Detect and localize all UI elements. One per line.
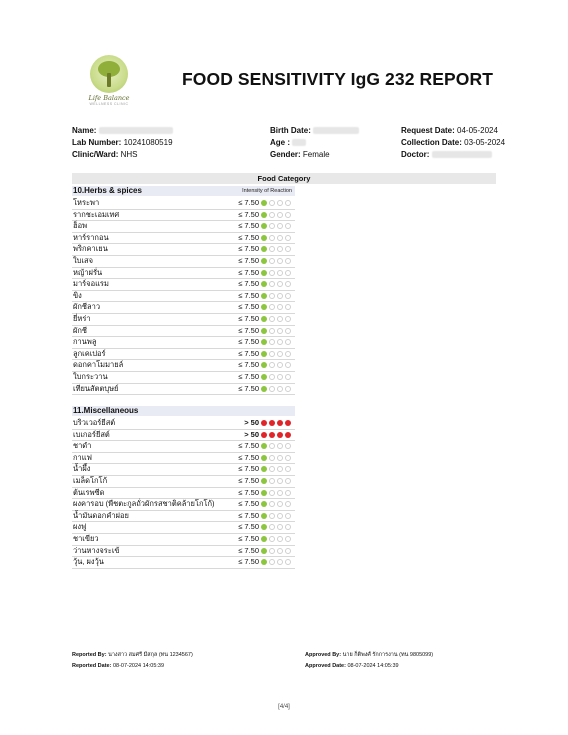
reaction-value: ≤ 7.50 [238, 545, 259, 555]
reaction-value: > 50 [244, 418, 259, 427]
green-dot-icon [261, 466, 267, 472]
empty-dot-icon [285, 281, 291, 287]
reaction-value: ≤ 7.50 [238, 510, 259, 520]
lab-number-label: Lab Number: [72, 138, 122, 147]
reported-by-label: Reported By: [72, 652, 107, 658]
food-name: มาร์จอแรม [73, 279, 109, 289]
empty-dot-icon [277, 362, 283, 368]
name-redacted [99, 127, 173, 134]
green-dot-icon [261, 501, 267, 507]
approved-date-value: 08-07-2024 14:05:39 [347, 663, 399, 669]
food-name: ผงคารอบ (พืชตะกูลถั่วผักรสชาติคล้ายโกโก้) [73, 499, 215, 509]
green-dot-icon [261, 455, 267, 461]
intensity-dots [261, 200, 291, 206]
section-title: 11.Miscellaneous [73, 406, 139, 415]
table-row [72, 383, 295, 396]
food-name: พริกคาเยน [73, 244, 108, 254]
reaction-value: ≤ 7.50 [238, 279, 259, 289]
green-dot-icon [261, 339, 267, 345]
empty-dot-icon [269, 212, 275, 218]
empty-dot-icon [285, 351, 291, 357]
empty-dot-icon [285, 524, 291, 530]
reaction-value: ≤ 7.50 [238, 337, 259, 347]
empty-dot-icon [277, 258, 283, 264]
food-name: ฮ็อพ [73, 221, 88, 231]
intensity-dots [261, 466, 291, 472]
intensity-dots [261, 223, 291, 229]
food-name: น้ำผึ้ง [73, 464, 91, 474]
reaction-value: ≤ 7.50 [238, 314, 259, 323]
green-dot-icon [261, 270, 267, 276]
section-header-misc [72, 406, 295, 416]
empty-dot-icon [285, 513, 291, 519]
reaction-value: ≤ 7.50 [238, 383, 259, 393]
empty-dot-icon [269, 536, 275, 542]
red-dot-icon [285, 420, 291, 426]
empty-dot-icon [277, 548, 283, 554]
food-name: เบเกอร์ยีสต์ [73, 429, 110, 439]
reaction-value: ≤ 7.50 [238, 452, 259, 462]
gender-label: Gender: [270, 150, 301, 159]
food-name: บริวเวอร์ยีสต์ [73, 418, 116, 427]
reaction-value: ≤ 7.50 [238, 372, 259, 381]
empty-dot-icon [269, 328, 275, 334]
food-name: ใบเสจ [73, 256, 93, 265]
empty-dot-icon [285, 536, 291, 542]
food-name: ขิง [73, 290, 82, 300]
tree-icon [90, 55, 128, 93]
food-name: วุ้น, ผงวุ้น [73, 557, 104, 567]
food-name: ชาเขียว [73, 534, 99, 543]
reaction-value: ≤ 7.50 [238, 499, 259, 509]
empty-dot-icon [269, 548, 275, 554]
empty-dot-icon [285, 200, 291, 206]
intensity-dots [261, 455, 291, 461]
empty-dot-icon [269, 270, 275, 276]
intensity-label: Intensity of Reaction [242, 188, 292, 194]
empty-dot-icon [269, 200, 275, 206]
birth-date-label: Birth Date: [270, 126, 311, 135]
empty-dot-icon [277, 351, 283, 357]
green-dot-icon [261, 362, 267, 368]
intensity-dots [261, 513, 291, 519]
green-dot-icon [261, 351, 267, 357]
empty-dot-icon [269, 501, 275, 507]
age-redacted [292, 139, 306, 146]
reaction-value: ≤ 7.50 [238, 360, 259, 370]
clinic-value: NHS [120, 150, 138, 159]
green-dot-icon [261, 374, 267, 380]
empty-dot-icon [285, 258, 291, 264]
empty-dot-icon [277, 339, 283, 345]
lab-number-value: 10241080519 [123, 138, 173, 147]
food-name: กาแฟ [73, 452, 92, 462]
request-date-label: Request Date: [401, 126, 455, 135]
footer-approved [305, 650, 433, 672]
empty-dot-icon [285, 478, 291, 484]
reaction-value: ≤ 7.50 [238, 290, 259, 300]
intensity-dots [261, 478, 291, 484]
reported-date-label: Reported Date: [72, 663, 112, 669]
empty-dot-icon [285, 339, 291, 345]
empty-dot-icon [277, 513, 283, 519]
empty-dot-icon [285, 490, 291, 496]
empty-dot-icon [277, 212, 283, 218]
footer-reported [72, 650, 193, 672]
intensity-dots [261, 548, 291, 554]
green-dot-icon [261, 478, 267, 484]
patient-info-col2 [270, 125, 359, 161]
intensity-dots [261, 524, 291, 530]
green-dot-icon [261, 513, 267, 519]
empty-dot-icon [269, 281, 275, 287]
reaction-value: ≤ 7.50 [238, 534, 259, 543]
empty-dot-icon [285, 223, 291, 229]
food-name: รากชะเอมเทศ [73, 209, 120, 219]
empty-dot-icon [285, 501, 291, 507]
food-name: หญ้าฝรั่น [73, 267, 103, 277]
empty-dot-icon [285, 235, 291, 241]
logo-sub: WELLNESS CLINIC [89, 102, 129, 106]
logo-name: Life Balance [88, 94, 130, 102]
request-date-value: 04-05-2024 [457, 126, 498, 135]
empty-dot-icon [269, 374, 275, 380]
doctor-label: Doctor: [401, 150, 430, 159]
clinic-label: Clinic/Ward: [72, 150, 119, 159]
empty-dot-icon [277, 328, 283, 334]
name-label: Name: [72, 126, 97, 135]
empty-dot-icon [269, 316, 275, 322]
intensity-dots [261, 501, 291, 507]
green-dot-icon [261, 328, 267, 334]
green-dot-icon [261, 200, 267, 206]
reaction-value: ≤ 7.50 [238, 221, 259, 231]
intensity-dots [261, 258, 291, 264]
empty-dot-icon [285, 293, 291, 299]
food-name: ใบกระวาน [73, 372, 108, 381]
food-name: กานพลู [73, 337, 97, 347]
intensity-dots [261, 281, 291, 287]
empty-dot-icon [269, 443, 275, 449]
intensity-dots [261, 559, 291, 565]
empty-dot-icon [277, 490, 283, 496]
empty-dot-icon [277, 536, 283, 542]
reaction-value: ≤ 7.50 [238, 244, 259, 254]
patient-info-col1 [72, 125, 173, 161]
red-dot-icon [269, 420, 275, 426]
approved-by-label: Approved By: [305, 652, 342, 658]
birth-date-redacted [313, 127, 359, 134]
empty-dot-icon [269, 478, 275, 484]
intensity-dots [261, 432, 291, 438]
reported-by-value: นางสาว สมศรี มีสกุล (ทน 1234567) [108, 652, 193, 658]
reaction-value: ≤ 7.50 [238, 464, 259, 474]
intensity-dots [261, 246, 291, 252]
food-name: เทียนสัตตบุษย์ [73, 383, 119, 393]
food-name: ผงฟู [73, 522, 87, 532]
food-name: เมล็ดโกโก้ [73, 476, 108, 485]
food-name: ลูกเคเปอร์ [73, 348, 106, 358]
doctor-redacted [432, 151, 492, 158]
empty-dot-icon [285, 455, 291, 461]
food-name: ต้นเรพซีด [73, 487, 105, 497]
empty-dot-icon [277, 501, 283, 507]
empty-dot-icon [285, 304, 291, 310]
empty-dot-icon [269, 223, 275, 229]
reaction-value: ≤ 7.50 [238, 325, 259, 335]
section-header-herbs [72, 186, 295, 196]
empty-dot-icon [269, 524, 275, 530]
empty-dot-icon [269, 455, 275, 461]
intensity-dots [261, 443, 291, 449]
page-number: [4/4] [278, 704, 290, 710]
reaction-value: ≤ 7.50 [238, 256, 259, 265]
intensity-dots [261, 420, 291, 426]
intensity-dots [261, 490, 291, 496]
green-dot-icon [261, 258, 267, 264]
red-dot-icon [277, 420, 283, 426]
empty-dot-icon [277, 455, 283, 461]
empty-dot-icon [285, 316, 291, 322]
empty-dot-icon [277, 235, 283, 241]
food-category-bar: Food Category [72, 173, 496, 184]
food-name: น้ำมันดอกคำฝอย [73, 510, 129, 520]
empty-dot-icon [277, 304, 283, 310]
empty-dot-icon [285, 559, 291, 565]
food-name: โหระพา [73, 198, 100, 207]
red-dot-icon [277, 432, 283, 438]
empty-dot-icon [269, 351, 275, 357]
empty-dot-icon [269, 386, 275, 392]
reaction-value: ≤ 7.50 [238, 209, 259, 219]
empty-dot-icon [269, 490, 275, 496]
intensity-dots [261, 536, 291, 542]
green-dot-icon [261, 281, 267, 287]
green-dot-icon [261, 443, 267, 449]
reaction-value: ≤ 7.50 [238, 198, 259, 207]
green-dot-icon [261, 316, 267, 322]
empty-dot-icon [277, 270, 283, 276]
reaction-value: ≤ 7.50 [238, 267, 259, 277]
empty-dot-icon [285, 548, 291, 554]
empty-dot-icon [269, 362, 275, 368]
food-name: ชาดำ [73, 441, 92, 451]
reaction-value: ≤ 7.50 [238, 557, 259, 567]
green-dot-icon [261, 223, 267, 229]
reaction-value: ≤ 7.50 [238, 487, 259, 497]
empty-dot-icon [285, 270, 291, 276]
intensity-dots [261, 374, 291, 380]
reaction-value: ≤ 7.50 [238, 302, 259, 312]
intensity-dots [261, 316, 291, 322]
empty-dot-icon [285, 443, 291, 449]
red-dot-icon [261, 432, 267, 438]
empty-dot-icon [269, 466, 275, 472]
green-dot-icon [261, 293, 267, 299]
green-dot-icon [261, 548, 267, 554]
green-dot-icon [261, 246, 267, 252]
red-dot-icon [269, 432, 275, 438]
intensity-dots [261, 351, 291, 357]
gender-value: Female [302, 150, 330, 159]
age-label: Age : [270, 138, 290, 147]
table-row [72, 556, 295, 569]
green-dot-icon [261, 524, 267, 530]
empty-dot-icon [277, 374, 283, 380]
empty-dot-icon [269, 293, 275, 299]
collection-date-label: Collection Date: [401, 138, 462, 147]
intensity-dots [261, 235, 291, 241]
empty-dot-icon [277, 281, 283, 287]
intensity-dots [261, 362, 291, 368]
empty-dot-icon [269, 246, 275, 252]
empty-dot-icon [277, 466, 283, 472]
food-name: ดอกคาโมมายล์ [73, 360, 124, 370]
report-title: FOOD SENSITIVITY IgG 232 REPORT [182, 69, 494, 89]
empty-dot-icon [285, 212, 291, 218]
empty-dot-icon [285, 466, 291, 472]
reaction-value: ≤ 7.50 [238, 522, 259, 532]
intensity-dots [261, 293, 291, 299]
intensity-dots [261, 270, 291, 276]
reaction-value: > 50 [244, 429, 259, 439]
approved-by-value: นาย ก็ติพงศ์ รักการงาน (ทน 9805099) [342, 652, 434, 658]
red-dot-icon [261, 420, 267, 426]
food-name: ผักชีลาว [73, 302, 101, 312]
empty-dot-icon [277, 443, 283, 449]
food-name: ยี่หร่า [73, 314, 91, 323]
food-name: ผักชี [73, 325, 88, 335]
food-name: ว่านหางจระเข้ [73, 545, 120, 555]
green-dot-icon [261, 235, 267, 241]
reaction-value: ≤ 7.50 [238, 476, 259, 485]
collection-date-value: 03-05-2024 [464, 138, 506, 147]
reaction-value: ≤ 7.50 [238, 348, 259, 358]
clinic-logo [76, 55, 142, 111]
reaction-value: ≤ 7.50 [238, 441, 259, 451]
intensity-dots [261, 339, 291, 345]
intensity-dots [261, 386, 291, 392]
empty-dot-icon [285, 362, 291, 368]
patient-info-col3 [401, 125, 505, 161]
empty-dot-icon [277, 223, 283, 229]
empty-dot-icon [277, 386, 283, 392]
green-dot-icon [261, 559, 267, 565]
empty-dot-icon [277, 293, 283, 299]
empty-dot-icon [269, 513, 275, 519]
reported-date-value: 08-07-2024 14:05:39 [112, 663, 165, 669]
empty-dot-icon [285, 374, 291, 380]
approved-date-label: Approved Date: [305, 663, 346, 669]
green-dot-icon [261, 304, 267, 310]
green-dot-icon [261, 212, 267, 218]
empty-dot-icon [285, 328, 291, 334]
empty-dot-icon [277, 246, 283, 252]
red-dot-icon [285, 432, 291, 438]
empty-dot-icon [277, 524, 283, 530]
empty-dot-icon [269, 559, 275, 565]
empty-dot-icon [269, 304, 275, 310]
green-dot-icon [261, 386, 267, 392]
green-dot-icon [261, 490, 267, 496]
empty-dot-icon [269, 258, 275, 264]
empty-dot-icon [269, 339, 275, 345]
empty-dot-icon [277, 559, 283, 565]
intensity-dots [261, 304, 291, 310]
empty-dot-icon [277, 200, 283, 206]
green-dot-icon [261, 536, 267, 542]
intensity-dots [261, 328, 291, 334]
section-title: 10.Herbs & spices [73, 186, 142, 195]
empty-dot-icon [277, 316, 283, 322]
empty-dot-icon [277, 478, 283, 484]
empty-dot-icon [285, 386, 291, 392]
food-name: หาร์รากอน [73, 232, 109, 242]
reaction-value: ≤ 7.50 [238, 232, 259, 242]
intensity-dots [261, 212, 291, 218]
empty-dot-icon [285, 246, 291, 252]
empty-dot-icon [269, 235, 275, 241]
